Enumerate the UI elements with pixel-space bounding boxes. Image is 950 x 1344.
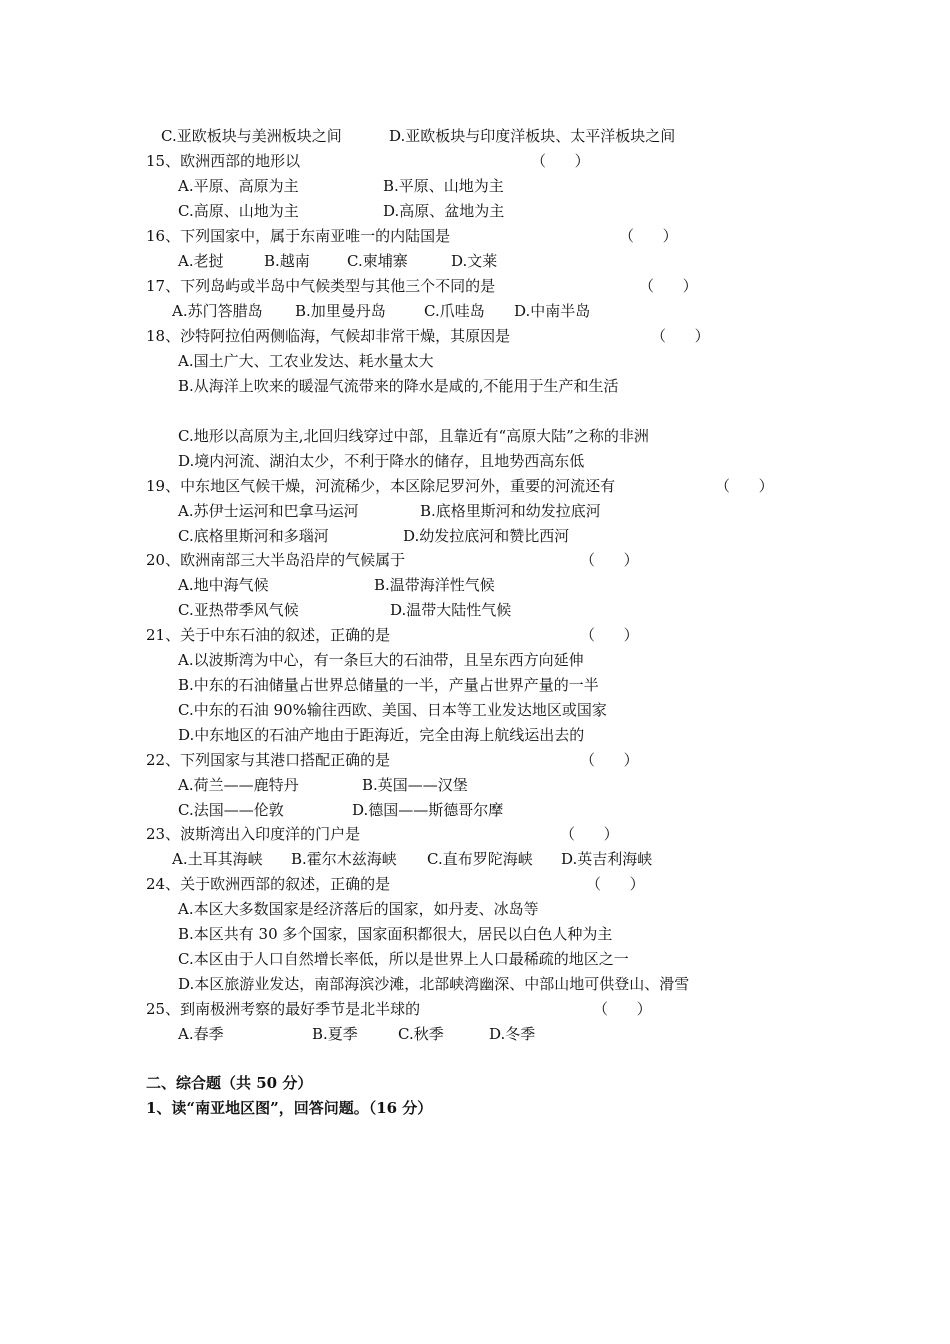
q19-stem: 19、中东地区气候干燥，河流稀少，本区除尼罗河外，重要的河流还有 (146, 477, 616, 495)
q25-option-c: C.秋季 (398, 1025, 444, 1043)
q24-stem: 24、关于欧洲西部的叙述，正确的是 (146, 875, 391, 893)
q17-stem: 17、下列岛屿或半岛中气候类型与其他三个不同的是 (146, 277, 496, 295)
q22-option-c: C.法国——伦敦 (178, 801, 284, 819)
q25-answer-paren: （ ） (593, 1000, 652, 1018)
section-2-heading: 二、综合题（共 50 分） (146, 1074, 313, 1092)
q17-option-a: A.苏门答腊岛 (172, 302, 263, 320)
q18-answer-paren: （ ） (651, 327, 710, 345)
q22-stem: 22、下列国家与其港口搭配正确的是 (146, 751, 391, 769)
q19-option-c: C.底格里斯河和多瑙河 (178, 527, 329, 545)
q20-option-c: C.亚热带季风气候 (178, 601, 299, 619)
q20-answer-paren: （ ） (580, 551, 639, 569)
q23-option-c: C.直布罗陀海峡 (427, 850, 533, 868)
q18-option-a: A.国土广大、工农业发达、耗水量太大 (178, 352, 434, 370)
q24-option-a: A.本区大多数国家是经济落后的国家，如丹麦、冰岛等 (178, 900, 539, 918)
q20-option-b: B.温带海洋性气候 (374, 576, 495, 594)
q24-option-b: B.本区共有 30 多个国家，国家面积都很大，居民以白色人种为主 (178, 925, 613, 943)
q18-stem: 18、沙特阿拉伯两侧临海，气候却非常干燥，其原因是 (146, 327, 511, 345)
q16-option-b: B.越南 (264, 252, 310, 270)
q23-stem: 23、波斯湾出入印度洋的门户是 (146, 825, 361, 843)
q16-answer-paren: （ ） (619, 227, 678, 245)
q21-option-c: C.中东的石油 90%输往西欧、美国、日本等工业发达地区或国家 (178, 701, 607, 719)
q16-option-c: C.柬埔寨 (347, 252, 408, 270)
q25-option-a: A.春季 (178, 1025, 224, 1043)
q24-option-c: C.本区由于人口自然增长率低，所以是世界上人口最稀疏的地区之一 (178, 950, 629, 968)
q15-option-a: A.平原、高原为主 (178, 177, 299, 195)
q25-option-d: D.冬季 (489, 1025, 536, 1043)
q15-answer-paren: （ ） (531, 152, 590, 170)
q19-option-a: A.苏伊士运河和巴拿马运河 (178, 502, 359, 520)
q15-option-b: B.平原、山地为主 (383, 177, 504, 195)
q21-stem: 21、关于中东石油的叙述，正确的是 (146, 626, 391, 644)
q18-option-b: B.从海洋上吹来的暖湿气流带来的降水是咸的,不能用于生产和生活 (178, 377, 619, 395)
q25-stem: 25、到南极洲考察的最好季节是北半球的 (146, 1000, 421, 1018)
q18-option-c: C.地形以高原为主,北回归线穿过中部，且靠近有“高原大陆”之称的非洲 (178, 427, 649, 445)
q14-option-d: D.亚欧板块与印度洋板块、太平洋板块之间 (389, 127, 676, 145)
q20-option-a: A.地中海气候 (178, 576, 269, 594)
q23-answer-paren: （ ） (560, 825, 619, 843)
q17-option-c: C.爪哇岛 (424, 302, 485, 320)
q19-answer-paren: （ ） (715, 477, 774, 495)
q22-answer-paren: （ ） (580, 751, 639, 769)
q22-option-a: A.荷兰——鹿特丹 (178, 776, 299, 794)
q23-option-a: A.土耳其海峡 (172, 850, 263, 868)
q18-option-d: D.境内河流、湖泊太少，不利于降水的储存，且地势西高东低 (178, 452, 585, 470)
q25-option-b: B.夏季 (312, 1025, 358, 1043)
q16-stem: 16、下列国家中，属于东南亚唯一的内陆国是 (146, 227, 451, 245)
q21-option-b: B.中东的石油储量占世界总储量的一半，产量占世界产量的一半 (178, 676, 599, 694)
q17-answer-paren: （ ） (639, 277, 698, 295)
q14-option-c: C.亚欧板块与美洲板块之间 (161, 127, 342, 145)
q22-option-d: D.德国——斯德哥尔摩 (352, 801, 504, 819)
q24-answer-paren: （ ） (586, 875, 645, 893)
q15-option-d: D.高原、盆地为主 (383, 202, 505, 220)
q16-option-a: A.老挝 (178, 252, 224, 270)
q19-option-b: B.底格里斯河和幼发拉底河 (420, 502, 601, 520)
q23-option-b: B.霍尔木兹海峡 (291, 850, 397, 868)
q23-option-d: D.英吉利海峡 (561, 850, 653, 868)
q20-option-d: D.温带大陆性气候 (390, 601, 512, 619)
q21-option-d: D.中东地区的石油产地由于距海近，完全由海上航线运出去的 (178, 726, 585, 744)
q16-option-d: D.文莱 (451, 252, 498, 270)
q24-option-d: D.本区旅游业发达，南部海滨沙滩，北部峡湾幽深、中部山地可供登山、滑雪 (178, 975, 690, 993)
q17-option-d: D.中南半岛 (514, 302, 591, 320)
section-2-question-1: 1、读“南亚地区图”，回答问题。（16 分） (146, 1099, 433, 1117)
q21-answer-paren: （ ） (580, 626, 639, 644)
q15-option-c: C.高原、山地为主 (178, 202, 299, 220)
q22-option-b: B.英国——汉堡 (362, 776, 468, 794)
q17-option-b: B.加里曼丹岛 (295, 302, 386, 320)
q20-stem: 20、欧洲南部三大半岛沿岸的气候属于 (146, 551, 406, 569)
q15-stem: 15、欧洲西部的地形以 (146, 152, 301, 170)
q21-option-a: A.以波斯湾为中心，有一条巨大的石油带，且呈东西方向延伸 (178, 651, 584, 669)
q19-option-d: D.幼发拉底河和赞比西河 (403, 527, 570, 545)
